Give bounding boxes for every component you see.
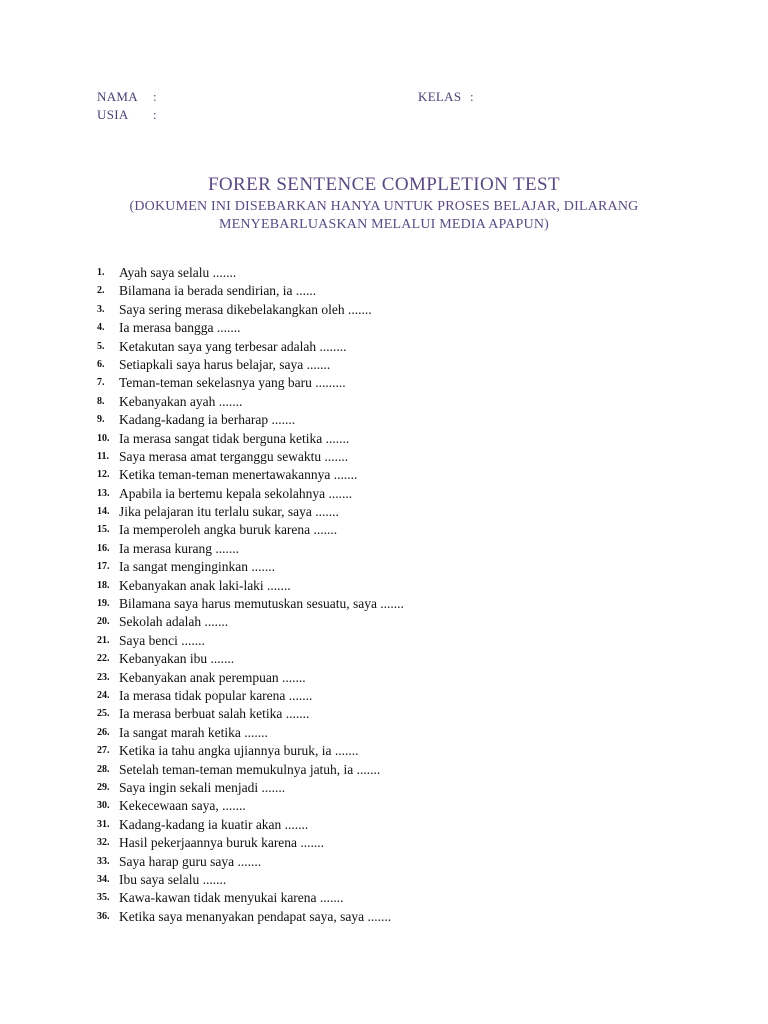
list-item (97, 485, 737, 503)
list-item (97, 411, 737, 429)
list-item (97, 374, 737, 392)
item-number: 19. (97, 598, 110, 610)
list-item (97, 669, 737, 687)
item-number: 5. (97, 340, 105, 352)
item-text: Ia sangat marah ketika ....... (119, 724, 268, 740)
nama-label (97, 89, 138, 105)
list-item (97, 503, 737, 521)
subtitle-line-1: (DOKUMEN INI DISEBARKAN HANYA UNTUK PROSES BELAJAR, DILARANG (129, 199, 639, 214)
item-number: 4. (97, 322, 105, 334)
item-text: Ia sangat menginginkan ....... (119, 559, 275, 575)
item-number: 7. (97, 377, 105, 389)
kelas-colon (470, 89, 474, 105)
item-number: 17. (97, 561, 110, 573)
item-text: Kebanyakan ibu ....... (119, 651, 235, 667)
kelas-label-text: KELAS (418, 89, 462, 104)
list-item (97, 301, 737, 319)
item-text: Saya merasa amat terganggu sewaktu ....... (119, 448, 349, 464)
list-item (97, 853, 737, 871)
item-text: Ketika ia tahu angka ujiannya buruk, ia ....... (119, 743, 359, 759)
list-item (97, 558, 737, 576)
item-number: 14. (97, 506, 110, 518)
item-number: 35. (97, 892, 110, 904)
list-item (97, 871, 737, 889)
item-text: Ketika saya menanyakan pendapat saya, saya ....... (119, 908, 392, 924)
item-number: 28. (97, 763, 110, 775)
list-item (97, 264, 737, 282)
list-item (97, 448, 737, 466)
list-item (97, 319, 737, 337)
item-text: Teman-teman sekelasnya yang baru ......... (119, 375, 346, 391)
item-text: Bilamana ia berada sendirian, ia ...... (119, 283, 317, 299)
item-text: Ketakutan saya yang terbesar adalah ........ (119, 338, 347, 354)
item-number: 25. (97, 708, 110, 720)
item-text: Setiapkali saya harus belajar, saya ....... (119, 356, 331, 372)
list-item (97, 705, 737, 723)
usia-label-text: USIA (97, 107, 129, 122)
item-text: Setelah teman-teman memukulnya jatuh, ia ....... (119, 761, 381, 777)
item-text: Sekolah adalah ....... (119, 614, 229, 630)
list-item (97, 761, 737, 779)
item-text: Ketika teman-teman menertawakannya ....... (119, 467, 358, 483)
kelas-colon-text: : (470, 89, 474, 104)
list-item (97, 779, 737, 797)
item-number: 15. (97, 524, 110, 536)
item-text: Kekecewaan saya, ....... (119, 798, 246, 814)
item-text: Saya ingin sekali menjadi ....... (119, 779, 286, 795)
list-item (97, 613, 737, 631)
item-text: Kawa-kawan tidak menyukai karena ....... (119, 890, 344, 906)
list-item (97, 540, 737, 558)
list-item (97, 595, 737, 613)
usia-label (97, 107, 129, 123)
item-text: Ayah saya selalu ....... (119, 265, 237, 280)
item-number: 16. (97, 542, 110, 554)
item-text: Apabila ia bertemu kepala sekolahnya ....... (119, 485, 353, 501)
item-number: 13. (97, 487, 110, 499)
nama-colon-text: : (153, 89, 157, 104)
item-text: Kebanyakan anak perempuan ....... (119, 669, 306, 685)
item-text: Hasil pekerjaannya buruk karena ....... (119, 835, 325, 851)
nama-colon (153, 89, 157, 105)
list-item (97, 338, 737, 356)
list-item (97, 889, 737, 907)
list-item (97, 724, 737, 742)
item-number: 20. (97, 616, 110, 628)
item-number: 36. (97, 910, 110, 922)
item-number: 9. (97, 414, 105, 426)
item-number: 18. (97, 579, 110, 591)
item-text: Ia merasa bangga ....... (119, 320, 241, 336)
item-text: Saya benci ....... (119, 632, 205, 648)
list-item (97, 687, 737, 705)
item-number: 2. (97, 285, 105, 297)
item-number: 30. (97, 800, 110, 812)
item-number: 11. (97, 450, 109, 462)
item-text: Kebanyakan anak laki-laki ....... (119, 577, 291, 593)
list-item (97, 282, 737, 300)
list-item (97, 356, 737, 374)
item-number: 21. (97, 634, 110, 646)
item-number: 33. (97, 855, 110, 867)
item-text: Jika pelajaran itu terlalu sukar, saya ....... (119, 504, 339, 520)
item-number: 34. (97, 873, 110, 885)
subtitle-line-2: MENYEBARLUASKAN MELALUI MEDIA APAPUN) (218, 217, 550, 232)
item-text: Kebanyakan ayah ....... (119, 393, 243, 409)
item-number: 22. (97, 653, 110, 665)
item-number: 26. (97, 726, 110, 738)
item-number: 1. (97, 267, 105, 278)
item-text: Ia merasa kurang ....... (119, 540, 239, 556)
item-text: Ia merasa berbuat salah ketika ....... (119, 706, 310, 722)
item-number: 31. (97, 818, 110, 830)
usia-colon-text: : (153, 107, 157, 122)
item-number: 3. (97, 303, 105, 315)
list-item (97, 908, 737, 926)
list-item (97, 521, 737, 539)
item-text: Saya harap guru saya ....... (119, 853, 262, 869)
list-item (97, 466, 737, 484)
item-number: 8. (97, 395, 105, 407)
item-text: Ia memperoleh angka buruk karena ....... (119, 522, 338, 538)
usia-colon (153, 107, 157, 123)
item-number: 23. (97, 671, 110, 683)
list-item (97, 577, 737, 595)
item-number: 27. (97, 745, 110, 757)
item-number: 29. (97, 781, 110, 793)
item-number: 10. (97, 432, 110, 444)
list-item (97, 742, 737, 760)
item-number: 32. (97, 837, 110, 849)
list-item (97, 632, 737, 650)
item-text: Ia merasa tidak popular karena ....... (119, 687, 313, 703)
item-text: Saya sering merasa dikebelakangkan oleh ....... (119, 301, 372, 317)
item-number: 24. (97, 689, 110, 701)
list-item (97, 816, 737, 834)
list-item (97, 834, 737, 852)
item-text: Kadang-kadang ia berharap ....... (119, 412, 296, 428)
list-item (97, 430, 737, 448)
item-number: 12. (97, 469, 110, 481)
list-item (97, 797, 737, 815)
item-text: Kadang-kadang ia kuatir akan ....... (119, 816, 309, 832)
document-title: FORER SENTENCE COMPLETION TEST (207, 174, 561, 195)
item-text: Ia merasa sangat tidak berguna ketika ....... (119, 430, 350, 446)
sentence-list (97, 264, 737, 926)
list-item (97, 393, 737, 411)
item-number: 6. (97, 358, 105, 370)
item-text: Bilamana saya harus memutuskan sesuatu, saya ....... (119, 596, 404, 612)
kelas-label (418, 89, 461, 105)
item-text: Ibu saya selalu ....... (119, 871, 227, 887)
list-item (97, 650, 737, 668)
nama-label-text: NAMA (97, 89, 138, 104)
